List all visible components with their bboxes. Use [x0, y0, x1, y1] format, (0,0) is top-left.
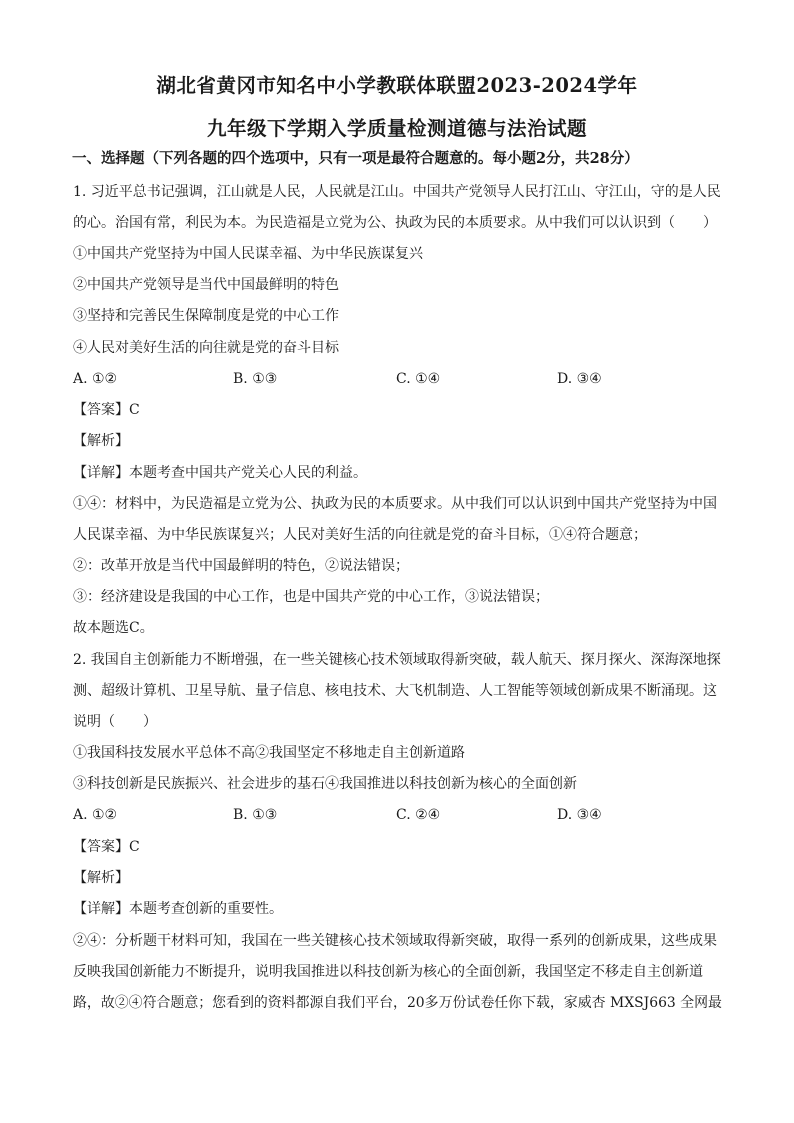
q1-statement-1: ①中国共产党坚持为中国人民谋幸福、为中华民族谋复兴	[73, 246, 423, 262]
q1-stem-line-2: 的心。治国有常，利民为本。为民造福是立党为公、执政为民的本质要求。从中我们可以认识到（ ）	[73, 215, 717, 231]
q2-analysis-label: 【解析】	[73, 870, 129, 886]
q2-stem-line-2: 测、超级计算机、卫星导航、量子信息、核电技术、大飞机制造、人工智能等领域创新成果不断涌现。这	[73, 683, 717, 699]
q2-statements-line-2: ③科技创新是民族振兴、社会进步的基石④我国推进以科技创新为核心的全面创新	[73, 776, 577, 792]
q1-statement-4: ④人民对美好生活的向往就是党的奋斗目标	[73, 340, 339, 356]
q1-explanation-line-2: 人民谋幸福、为中华民族谋复兴；人民对美好生活的向往就是党的奋斗目标，①④符合题意；	[73, 527, 647, 543]
q1-option-c: C. ①④	[396, 371, 441, 387]
q2-option-c: C. ②④	[396, 807, 441, 823]
document-title-line-2: 九年级下学期入学质量检测道德与法治试题	[206, 117, 587, 140]
q1-analysis-label: 【解析】	[73, 433, 129, 449]
q1-detail: 【详解】本题考查中国共产党关心人民的利益。	[73, 465, 367, 481]
q1-statement-2: ②中国共产党领导是当代中国最鲜明的特色	[73, 277, 339, 293]
q1-explanation-3: ③：经济建设是我国的中心工作，也是中国共产党的中心工作，③说法错误；	[73, 589, 549, 605]
document-title-line-1: 湖北省黄冈市知名中小学教联体联盟2023-2024学年	[156, 74, 638, 97]
q1-explanation-line-1: ①④：材料中，为民造福是立党为公、执政为民的本质要求。从中我们可以认识到中国共产党坚持为中国	[73, 496, 717, 512]
q1-conclusion: 故本题选C。	[73, 620, 154, 636]
q1-statement-3: ③坚持和完善民生保障制度是党的中心工作	[73, 308, 339, 324]
q2-answer: 【答案】C	[73, 839, 140, 855]
q2-stem-line-3: 说明（ ）	[73, 714, 157, 730]
q2-explanation-line-1: ②④：分析题干材料可知，我国在一些关键核心技术领域取得新突破，取得一系列的创新成果，这些成果	[73, 933, 717, 949]
q2-option-a: A. ①②	[73, 807, 118, 823]
q1-option-d: D. ③④	[557, 371, 602, 387]
q2-option-d: D. ③④	[557, 807, 602, 823]
q2-explanation-line-2: 反映我国创新能力不断提升，说明我国推进以科技创新为核心的全面创新，我国坚定不移走自主创新道	[73, 964, 703, 980]
section-heading-choice: 一、选择题（下列各题的四个选项中，只有一项是最符合题意的。每小题2分，共28分）	[72, 150, 639, 167]
q1-option-b: B. ①③	[233, 371, 278, 387]
q2-stem-line-1: 2. 我国自主创新能力不断增强，在一些关键核心技术领域取得新突破，载人航天、探月探火、深海深地探	[73, 652, 721, 668]
q2-explanation-line-3: 路，故②④符合题意；您看到的资料都源自我们平台，20多万份试卷任你下载，家威杏 MXSJ663 全网最	[73, 995, 722, 1011]
q1-answer: 【答案】C	[73, 402, 140, 418]
q1-option-a: A. ①②	[73, 371, 118, 387]
q1-stem-line-1: 1. 习近平总书记强调，江山就是人民，人民就是江山。中国共产党领导人民打江山、守江山，守的是人民	[73, 184, 721, 200]
q2-statements-line-1: ①我国科技发展水平总体不高②我国坚定不移地走自主创新道路	[73, 745, 465, 761]
q2-option-b: B. ①③	[233, 807, 278, 823]
q2-detail: 【详解】本题考查创新的重要性。	[73, 901, 283, 917]
q1-explanation-2: ②：改革开放是当代中国最鲜明的特色，②说法错误；	[73, 558, 409, 574]
